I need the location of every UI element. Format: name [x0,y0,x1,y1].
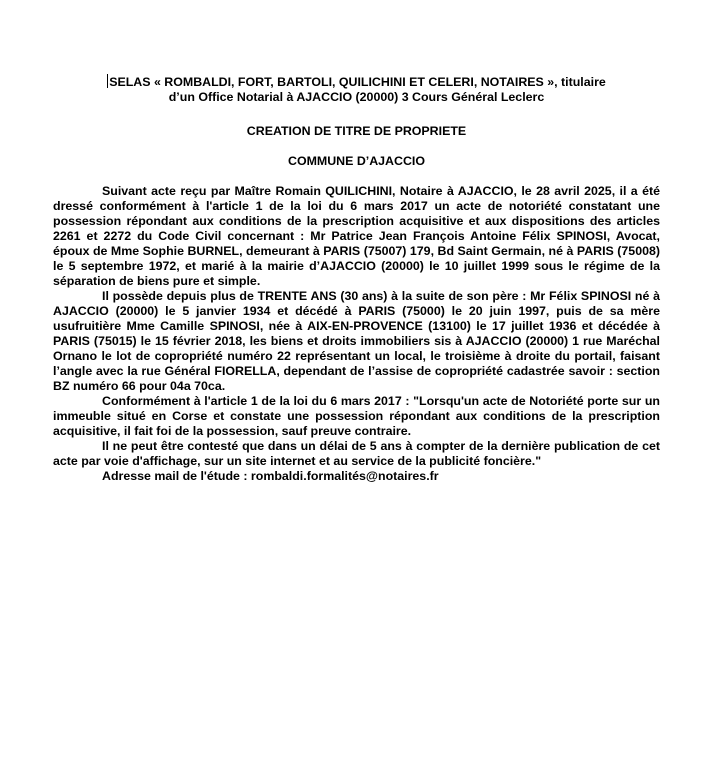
header-line-2: d’un Office Notarial à AJACCIO (20000) 3 Cours Général Leclerc [168,90,545,104]
paragraph-possession: Il possède depuis plus de TRENTE ANS (30 ans) à la suite de son père : Mr Félix SPINOSI né à AJACCIO (20000) le 5 janvier 1934 et décédé à PARIS (75000) le 20 juin 1997, puis de sa mère usufruitière Mme Camille SPINOSI, née à AIX-EN-PROVENCE (13100) le 17 juillet 1936 et décédée à PARIS (75015) le 15 février 2018, les biens et droits immobiliers sis à AJACCIO (20000) 1 rue Maréchal Ornano le lot de copropriété numéro 22 représentant un local, le troisième à droite du portail, faisant l’angle avec la rue Général FIORELLA, dependant de l’assise de copropriété cadastrée savoir : section BZ numéro 66 pour 04a 70ca. [53,289,660,393]
header-line-1: SELAS « ROMBALDI, FORT, BARTOLI, QUILICHINI ET CELERI, NOTAIRES », titulaire [109,75,606,89]
notice-document [53,70,660,484]
document-title: CREATION DE TITRE DE PROPRIETE [246,124,467,138]
paragraph-contest-period: Il ne peut être contesté que dans un délai de 5 ans à compter de la dernière publication de cet acte par voie d'affichage, sur un site internet et au service de la publicité foncière." [53,439,660,468]
document-subtitle: COMMUNE D’AJACCIO [288,154,425,168]
paragraph-deed: Suivant acte reçu par Maître Romain QUILICHINI, Notaire à AJACCIO, le 28 avril 2025, il a été dressé conformément à l'article 1 de la loi du 6 mars 2017 un acte de notoriété constatant une possession répondant aux conditions de la prescription acquisitive et aux dispositions des articles 2261 et 2272 du Code Civil concernant : Mr Patrice Jean François Antoine Félix SPINOSI, Avocat, époux de Mme Sophie BURNEL, demeurant à PARIS (75007) 179, Bd Saint Germain, né à PARIS (75008) le 5 septembre 1972, et marié à la mairie d’AJACCIO (20000) le 10 juillet 1999 sous le régime de la séparation de biens pure et simple. [53,184,660,288]
notice-body [53,184,660,484]
paragraph-email: Adresse mail de l'étude : rombaldi.formalités@notaires.fr [102,469,439,483]
paragraph-law-article: Conformément à l'article 1 de la loi du 6 mars 2017 : "Lorsqu'un acte de Notoriété porte sur un immeuble situé en Corse et constate une possession répondant aux conditions de la prescription acquisitive, il fait foi de la possession, sauf preuve contraire. [53,394,660,438]
notary-header [53,74,660,105]
